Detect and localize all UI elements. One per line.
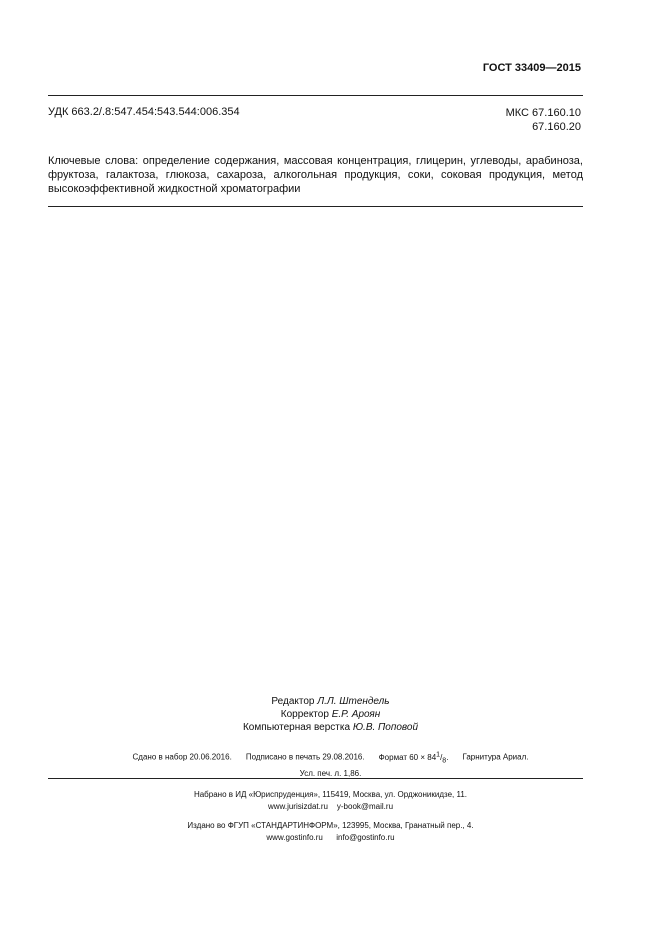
top-rule <box>48 95 583 96</box>
typeface: Гарнитура Ариал. <box>462 752 529 762</box>
print-info-rule <box>48 778 583 779</box>
publisher-address: Издано во ФГУП «СТАНДАРТИНФОРМ», 123995, Москва, Гранатный пер., 4. <box>187 821 474 830</box>
keywords-paragraph: Ключевые слова: определение содержания, массовая концентрация, глицерин, углеводы, арабиноза, фруктоза, галактоза, глюкоза, сахароза, алкогольная продукция, соки, соковая продукция, метод высокоэффективной жидкостной хроматографии <box>48 155 583 195</box>
credits-block <box>0 695 661 734</box>
layout-label: Компьютерная верстка <box>242 722 351 733</box>
mks-codes <box>506 106 581 134</box>
udc-code: УДК 663.2/.8:547.454:543.544:006.354 <box>48 106 240 118</box>
publisher-info <box>0 820 661 844</box>
print-info <box>0 748 661 780</box>
mks-code-2: 67.160.20 <box>532 121 581 133</box>
keywords-rule <box>48 206 583 207</box>
editor-label: Редактор <box>271 696 315 707</box>
paper-format: Формат $60 \times 84^1/_8$. <box>378 751 449 765</box>
print-info-line-1 <box>0 748 661 767</box>
signed-date: Подписано в печать 29.08.2016. <box>245 752 365 762</box>
editor-line <box>0 695 661 708</box>
typeset-info <box>0 789 661 813</box>
corrector-name: Е.Р. Ароян <box>331 709 381 720</box>
typeset-address: Набрано в ИД «Юриспруденция», 115419, Москва, ул. Орджоникидзе, 11. <box>193 790 468 799</box>
corrector-label: Корректор <box>280 709 329 720</box>
submitted-date: Сдано в набор 20.06.2016. <box>132 752 232 762</box>
layout-line <box>0 721 661 734</box>
layout-name: Ю.В. Поповой <box>352 722 419 733</box>
sheets-count: Усл. печ. л. 1,86. <box>299 769 362 779</box>
corrector-line <box>0 708 661 721</box>
editor-name: Л.Л. Штендель <box>317 696 390 707</box>
publisher-contacts: www.gostinfo.ru info@gostinfo.ru <box>266 833 395 842</box>
mks-code-1: МКС 67.160.10 <box>505 107 581 119</box>
standard-number: ГОСТ 33409—2015 <box>482 62 581 74</box>
typeset-contacts: www.jurisizdat.ru y-book@mail.ru <box>267 802 394 811</box>
